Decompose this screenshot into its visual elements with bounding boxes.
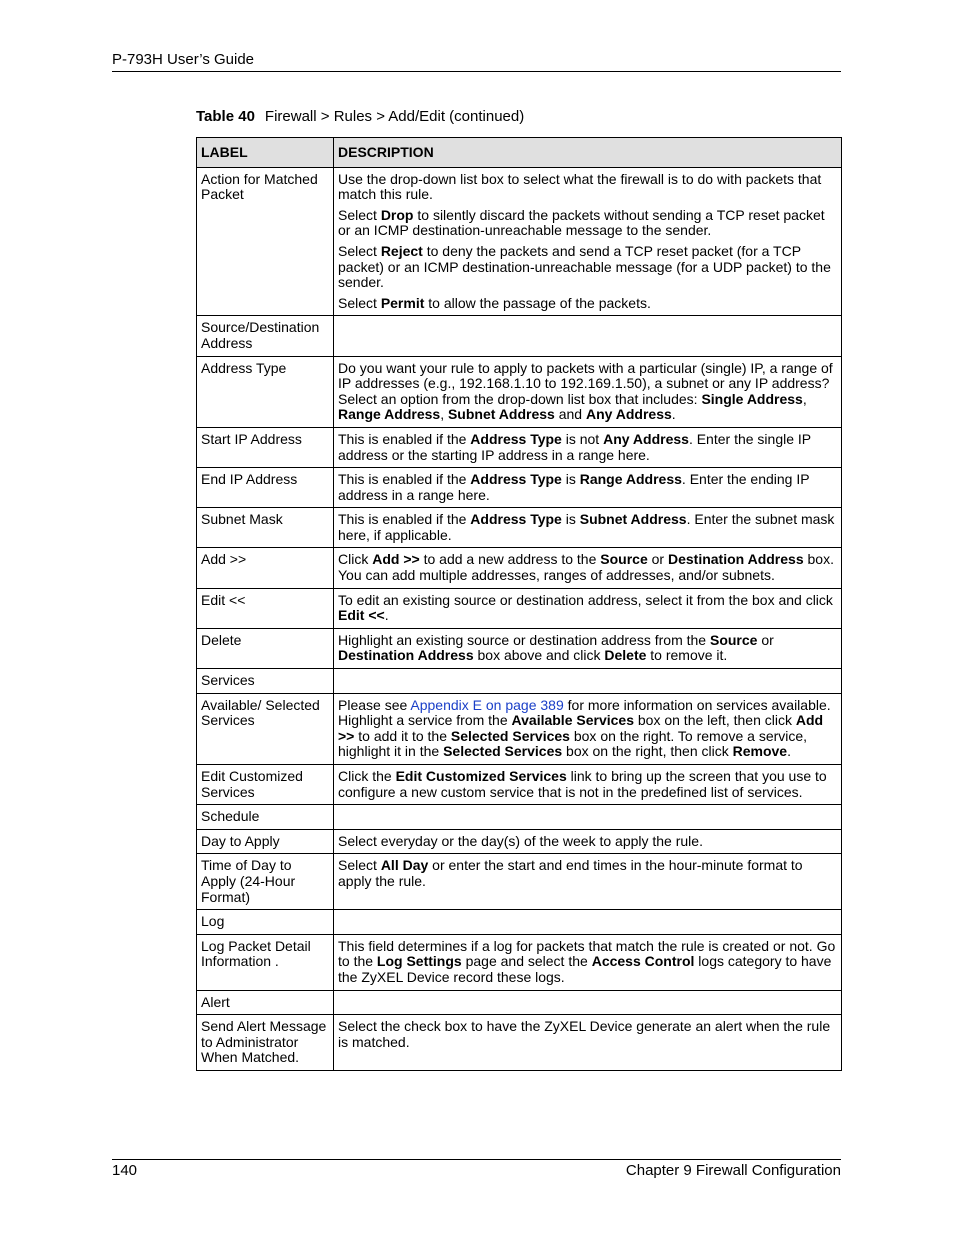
table-caption [196,108,524,126]
text-segment: is not [561,430,604,447]
text-segment: . [671,406,676,423]
bold-term: Single Address [701,390,803,407]
text-segment: Please see [338,696,411,713]
row-description [334,316,842,356]
table-row [197,548,842,588]
page-number: 140 [112,1162,138,1179]
bold-term: Edit << [338,607,385,624]
bold-term: Destination Address [338,647,474,664]
table-body [197,167,842,1070]
text-segment: for more information on services available. Highlight a service from the [338,696,831,729]
table-row [197,829,842,854]
text-segment: to deny the packets and send a TCP reset packet (for a TCP packet) or an ICMP destination-unreachable message (for a UDP packet) to the sender. [338,242,831,291]
text-segment: . [787,743,791,760]
bold-term: Range Address [338,406,441,423]
text-segment: . [384,607,389,624]
description-paragraph [338,1019,837,1050]
row-label: Source/Destination Address [197,316,334,356]
text-segment: , [440,406,448,423]
text-segment: logs category to have the ZyXEL Device record these logs. [338,953,832,985]
bold-term: Permit [380,294,425,311]
bold-term: Source [709,631,758,648]
description-paragraph [338,698,837,760]
bold-term: Address Type [470,471,562,488]
row-label: Delete [197,628,334,668]
text-segment: to silently discard the packets without sending a TCP reset packet or an ICMP destination-unreachable message to the sender. [338,206,825,239]
bold-term: Selected Services [443,743,563,760]
description-paragraph [338,472,837,503]
table-row [197,669,842,694]
text-segment: Select [338,857,381,874]
description-paragraph [338,834,837,850]
text-segment: . Enter the single IP address or the starting IP address in a range here. [338,430,811,463]
description-paragraph [338,432,837,463]
bold-term: Source [600,551,648,568]
text-segment: is [561,471,580,488]
description-paragraph [338,172,837,203]
text-segment: This is enabled if the [338,471,471,488]
text-segment: to add it to the [354,727,451,744]
bold-term: Range Address [579,471,682,488]
text-segment: page and select the [461,953,592,970]
text-segment: or enter the start and end times in the hour-minute format to apply the rule. [338,857,803,889]
text-segment: This field determines if a log for packets that match the rule is created or not. Go to the [338,937,836,970]
bold-term: Available Services [511,712,634,729]
row-label: Services [197,669,334,694]
chapter-title: Chapter 9 Firewall Configuration [625,1162,841,1179]
row-label: Action for Matched Packet [197,167,334,316]
row-description [334,990,842,1015]
firewall-rules-table [196,137,842,1071]
row-description [334,1015,842,1071]
text-segment: box on the right, then click [562,743,733,760]
bold-term: Access Control [591,953,695,970]
table-row [197,805,842,830]
text-segment: Highlight an existing source or destination address from the [338,631,710,648]
text-segment: Select [338,242,381,259]
row-label: Day to Apply [197,829,334,854]
bold-term: Remove [732,743,788,760]
table-row [197,167,842,316]
text-segment: . Enter the subnet mask here, if applicable. [338,511,835,543]
bold-term: Edit Customized Services [395,768,567,784]
bold-term: Address Type [470,511,562,528]
description-paragraph [338,296,837,312]
description-paragraph [338,552,837,583]
text-segment: or [757,631,774,648]
text-segment: and [554,406,586,423]
row-description [334,508,842,548]
table-row [197,588,842,628]
table-row [197,508,842,548]
text-segment: to add a new address to the [419,551,601,568]
table-row [197,693,842,764]
row-description [334,628,842,668]
table-number: Table 40 [196,108,255,125]
footer-divider [112,1159,841,1160]
row-description [334,829,842,854]
table-row [197,765,842,805]
description-paragraph [338,769,837,800]
row-description [334,693,842,764]
running-header: P-793H User’s Guide [112,51,255,68]
table-row [197,854,842,910]
bold-term: Any Address [603,430,689,447]
table-row [197,628,842,668]
bold-term: Destination Address [667,551,804,568]
row-label: Schedule [197,805,334,830]
row-label: End IP Address [197,468,334,508]
row-label: Address Type [197,356,334,427]
bold-term: Reject [380,242,423,259]
row-label: Edit Customized Services [197,765,334,805]
text-segment: To edit an existing source or destination address, select it from the box and click [338,591,833,608]
description-paragraph [338,593,837,624]
table-title: Firewall > Rules > Add/Edit (continued) [264,108,525,125]
row-label: Alert [197,990,334,1015]
bold-term: Delete [604,647,647,664]
bold-term: Log Settings [376,953,462,970]
table-row [197,910,842,935]
row-label: Subnet Mask [197,508,334,548]
text-segment: Use the drop-down list box to select what the firewall is to do with packets that match this rule. [338,170,822,203]
table-row [197,934,842,990]
cross-reference-link[interactable]: Appendix E on page 389 [410,696,564,713]
table-row [197,1015,842,1071]
row-description [334,805,842,830]
row-description [334,356,842,427]
row-label: Edit << [197,588,334,628]
text-segment: box on the right. To remove a service, highlight it in the [338,727,808,760]
row-description [334,468,842,508]
text-segment: Click [338,551,373,568]
row-description [334,669,842,694]
description-paragraph [338,939,837,986]
bold-term: Subnet Address [447,406,555,423]
row-description [334,765,842,805]
bold-term: Add >> [372,551,420,568]
bold-term: Address Type [470,430,562,447]
description-paragraph [338,512,837,543]
column-header-label: LABEL [197,138,334,168]
text-segment: or [647,551,668,568]
text-segment: Select [338,294,381,311]
text-segment: box on the left, then click [633,712,796,729]
text-segment: Do you want your rule to apply to packets with a particular (single) IP, a range of IP addresses (e.g., 192.168.1.10 to 192.169.1.50), a subnet or any IP address? Select an option from the drop-down list box that includes: [338,359,833,407]
bold-term: All Day [380,857,429,874]
text-segment: box above and click [473,647,605,664]
text-segment: This is enabled if the [338,430,471,447]
description-paragraph [338,361,837,423]
row-label: Send Alert Message to Administrator When Matched. [197,1015,334,1071]
description-paragraph [338,633,837,664]
text-segment: Select everyday or the day(s) of the week to apply the rule. [338,832,703,849]
row-description [334,548,842,588]
text-segment: link to bring up the screen that you use to configure a new custom service that is not in the predefined list of services. [338,768,827,800]
text-segment: to remove it. [646,647,728,664]
bold-term: Any Address [585,406,672,423]
row-description [334,427,842,467]
row-label: Log [197,910,334,935]
row-label: Start IP Address [197,427,334,467]
table-row [197,427,842,467]
row-label: Time of Day to Apply (24-Hour Format) [197,854,334,910]
text-segment: is [561,511,580,528]
row-description [334,167,842,316]
text-segment: . Enter the ending IP address in a range here. [338,471,810,503]
table-header-row [197,138,842,168]
bold-term: Subnet Address [579,511,687,528]
row-description [334,854,842,910]
text-segment: Select [338,206,381,223]
bold-term: Add >> [338,712,824,744]
description-paragraph [338,208,837,239]
row-description [334,934,842,990]
bold-term: Drop [380,206,414,223]
row-label: Available/ Selected Services [197,693,334,764]
row-label: Add >> [197,548,334,588]
description-paragraph [338,858,837,889]
text-segment: Select the check box to have the ZyXEL Device generate an alert when the rule is matched. [338,1018,831,1050]
text-segment: Click the [338,768,396,784]
row-description [334,588,842,628]
text-segment: , [802,390,807,407]
table-row [197,316,842,356]
text-segment: to allow the passage of the packets. [424,294,651,311]
header-divider [112,71,841,72]
text-segment: This is enabled if the [338,511,471,528]
description-paragraph [338,244,837,291]
column-header-description: DESCRIPTION [334,138,842,168]
row-description [334,910,842,935]
table-row [197,356,842,427]
table-row [197,990,842,1015]
table-row [197,468,842,508]
text-segment: box. You can add multiple addresses, ranges of addresses, and/or subnets. [338,551,834,584]
bold-term: Selected Services [450,727,570,744]
row-label: Log Packet Detail Information . [197,934,334,990]
